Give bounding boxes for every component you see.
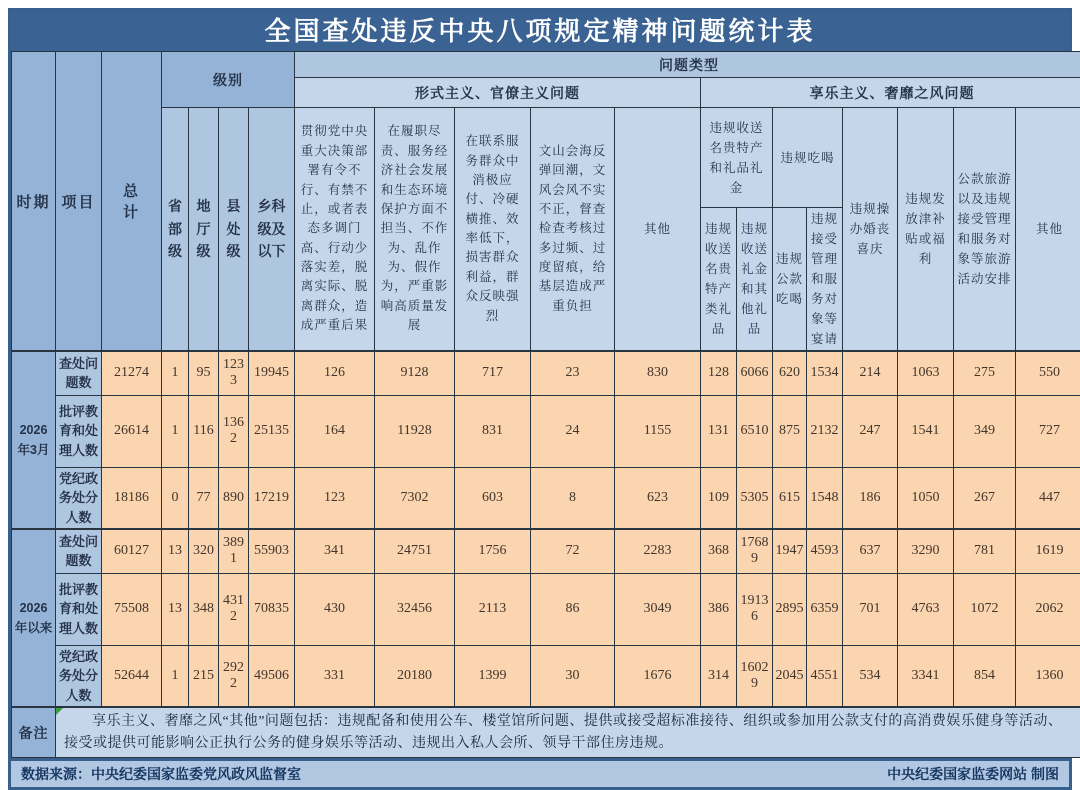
data-cell: 6359: [807, 573, 843, 645]
data-cell: 5305: [737, 467, 773, 529]
data-cell: 109: [701, 467, 737, 529]
row-label: 党纪政务处分人数: [56, 645, 102, 707]
data-cell: 368: [701, 529, 737, 573]
data-cell: 534: [843, 645, 898, 707]
data-cell: 186: [843, 467, 898, 529]
header-total: 总计: [102, 52, 162, 352]
data-cell: 1050: [898, 467, 954, 529]
data-cell: 2132: [807, 395, 843, 467]
header-formalism-col-4: 文山会海反弹回潮，文风会风不实不正，督查检查考核过多过频、过度留痕，给基层造成严重负担: [531, 108, 615, 352]
data-cell: 781: [954, 529, 1016, 573]
data-cell: 1: [162, 395, 189, 467]
data-cell: 60127: [102, 529, 162, 573]
header-problem-type-group: 问题类型: [295, 52, 1080, 78]
data-cell: 637: [843, 529, 898, 573]
data-source: 数据来源：中央纪委国家监委党风政风监督室: [21, 764, 301, 784]
data-cell: 77: [189, 467, 219, 529]
header-wedding-funeral: 违规操办婚丧喜庆: [843, 108, 898, 352]
data-cell: 331: [295, 645, 375, 707]
data-cell: 341: [295, 529, 375, 573]
header-level-prefecture: 地厅级: [189, 108, 219, 352]
data-cell: 1399: [455, 645, 531, 707]
data-cell: 314: [701, 645, 737, 707]
data-cell: 128: [701, 351, 737, 395]
data-cell: 550: [1016, 351, 1080, 395]
data-cell: 30: [531, 645, 615, 707]
remark-text-content: 享乐主义、奢靡之风“其他”问题包括：违规配备和使用公车、楼堂馆所问题、提供或接受超标准接待、组织或参加用公款支付的高消费娱乐健身等活动、接受或提供可能影响公正执行公务的健身娱乐等活动、违规出入私人会所、领导干部住房违规。: [64, 711, 1073, 754]
data-cell: 123: [295, 467, 375, 529]
data-cell: 2895: [773, 573, 807, 645]
data-cell: 623: [615, 467, 701, 529]
table-row: [12, 395, 1080, 467]
table-frame: [8, 8, 1072, 790]
data-cell: 19945: [249, 351, 295, 395]
data-cell: 16029: [737, 645, 773, 707]
data-cell: 3049: [615, 573, 701, 645]
header-hedonism-group: 享乐主义、奢靡之风问题: [701, 78, 1080, 108]
data-cell: 49506: [249, 645, 295, 707]
header-dining-group: 违规吃喝: [773, 108, 843, 208]
data-cell: 1: [162, 351, 189, 395]
header-public-funded-travel: 公款旅游以及违规接受管理和服务对象等旅游活动安排: [954, 108, 1016, 352]
data-cell: 164: [295, 395, 375, 467]
page-title: 全国查处违反中央八项规定精神问题统计表: [11, 11, 1069, 51]
header-level-county: 县处级: [219, 108, 249, 352]
data-cell: 620: [773, 351, 807, 395]
data-cell: 247: [843, 395, 898, 467]
header-formalism-col-3: 在联系服务群众中消极应付、冷硬横推、效率低下，损害群众利益，群众反映强烈: [455, 108, 531, 352]
data-cell: 2922: [219, 645, 249, 707]
data-cell: 24751: [375, 529, 455, 573]
data-cell: 215: [189, 645, 219, 707]
table-row: [12, 529, 1080, 573]
data-cell: 72: [531, 529, 615, 573]
data-cell: 890: [219, 467, 249, 529]
data-cell: 1362: [219, 395, 249, 467]
data-cell: 8: [531, 467, 615, 529]
data-cell: 4763: [898, 573, 954, 645]
table-row: [12, 573, 1080, 645]
data-cell: 13: [162, 573, 189, 645]
data-cell: 6066: [737, 351, 773, 395]
data-cell: 1548: [807, 467, 843, 529]
footer-bar: [11, 758, 1069, 787]
table-row: [12, 645, 1080, 707]
header-period: 时期: [12, 52, 56, 352]
data-cell: 1233: [219, 351, 249, 395]
data-cell: 86: [531, 573, 615, 645]
data-cell: 17689: [737, 529, 773, 573]
data-cell: 275: [954, 351, 1016, 395]
data-cell: 116: [189, 395, 219, 467]
data-cell: 214: [843, 351, 898, 395]
chart-credit: 中央纪委国家监委网站 制图: [887, 764, 1059, 784]
header-formalism-group: 形式主义、官僚主义问题: [295, 78, 701, 108]
data-cell: 70835: [249, 573, 295, 645]
data-cell: 95: [189, 351, 219, 395]
data-cell: 52644: [102, 645, 162, 707]
data-cell: 1534: [807, 351, 843, 395]
header-formalism-col-2: 在履职尽责、服务经济社会发展和生态环境保护方面不担当、不作为、乱作为、假作为，严重影响高质量发展: [375, 108, 455, 352]
data-cell: 3891: [219, 529, 249, 573]
table-row: [12, 467, 1080, 529]
excel-corner-marker: [56, 708, 63, 715]
data-cell: 603: [455, 467, 531, 529]
data-cell: 831: [455, 395, 531, 467]
header-level-provincial: 省部级: [162, 108, 189, 352]
data-cell: 18186: [102, 467, 162, 529]
data-cell: 6510: [737, 395, 773, 467]
data-cell: 20180: [375, 645, 455, 707]
remark-text: [56, 707, 1080, 758]
data-cell: 75508: [102, 573, 162, 645]
data-cell: 1541: [898, 395, 954, 467]
data-cell: 55903: [249, 529, 295, 573]
header-hedonism-other: 其他: [1016, 108, 1080, 352]
data-cell: 126: [295, 351, 375, 395]
data-cell: 1947: [773, 529, 807, 573]
data-cell: 0: [162, 467, 189, 529]
data-cell: 1756: [455, 529, 531, 573]
data-cell: 1155: [615, 395, 701, 467]
data-cell: 4312: [219, 573, 249, 645]
data-cell: 7302: [375, 467, 455, 529]
header-gift-group: 违规收送名贵特产和礼品礼金: [701, 108, 773, 208]
data-cell: 25135: [249, 395, 295, 467]
data-cell: 717: [455, 351, 531, 395]
data-cell: 17219: [249, 467, 295, 529]
data-cell: 1: [162, 645, 189, 707]
data-cell: 13: [162, 529, 189, 573]
data-cell: 24: [531, 395, 615, 467]
data-cell: 4593: [807, 529, 843, 573]
data-cell: 26614: [102, 395, 162, 467]
data-cell: 386: [701, 573, 737, 645]
header-formalism-other: 其他: [615, 108, 701, 352]
data-cell: 1072: [954, 573, 1016, 645]
data-cell: 430: [295, 573, 375, 645]
data-cell: 2283: [615, 529, 701, 573]
data-cell: 2113: [455, 573, 531, 645]
data-cell: 32456: [375, 573, 455, 645]
row-label: 批评教育和处理人数: [56, 573, 102, 645]
data-cell: 2062: [1016, 573, 1080, 645]
header-level-township: 乡科级及以下: [249, 108, 295, 352]
period-cell-march: 2026年3月: [12, 351, 56, 529]
period-cell-ytd: 2026年以来: [12, 529, 56, 707]
remark-label: 备注: [12, 707, 56, 758]
data-cell: 1676: [615, 645, 701, 707]
data-cell: 615: [773, 467, 807, 529]
data-cell: 21274: [102, 351, 162, 395]
data-cell: 348: [189, 573, 219, 645]
header-allowances: 违规发放津补贴或福利: [898, 108, 954, 352]
data-cell: 267: [954, 467, 1016, 529]
data-cell: 9128: [375, 351, 455, 395]
data-cell: 3341: [898, 645, 954, 707]
data-cell: 727: [1016, 395, 1080, 467]
data-cell: 23: [531, 351, 615, 395]
remark-row: [12, 707, 1080, 758]
data-cell: 320: [189, 529, 219, 573]
data-cell: 11928: [375, 395, 455, 467]
table-row: [12, 351, 1080, 395]
row-label: 查处问题数: [56, 351, 102, 395]
data-cell: 4551: [807, 645, 843, 707]
data-cell: 3290: [898, 529, 954, 573]
header-level-group: 级别: [162, 52, 295, 108]
row-label: 党纪政务处分人数: [56, 467, 102, 529]
header-formalism-col-1: 贯彻党中央重大决策部署有令不行、有禁不止，或者表态多调门高、行动少落实差，脱离实际、脱离群众，造成严重后果: [295, 108, 375, 352]
header-dining-sub-1: 违规公款吃喝: [773, 208, 807, 352]
data-cell: 19136: [737, 573, 773, 645]
header-dining-sub-2: 违规接受管理和服务对象等宴请: [807, 208, 843, 352]
header-item: 项目: [56, 52, 102, 352]
row-label: 批评教育和处理人数: [56, 395, 102, 467]
data-cell: 1619: [1016, 529, 1080, 573]
data-cell: 875: [773, 395, 807, 467]
data-cell: 349: [954, 395, 1016, 467]
data-cell: 131: [701, 395, 737, 467]
row-label: 查处问题数: [56, 529, 102, 573]
header-gift-sub-2: 违规收送礼金和其他礼品: [737, 208, 773, 352]
data-cell: 447: [1016, 467, 1080, 529]
data-cell: 854: [954, 645, 1016, 707]
data-cell: 830: [615, 351, 701, 395]
data-cell: 1360: [1016, 645, 1080, 707]
stats-table: [11, 51, 1080, 758]
data-cell: 1063: [898, 351, 954, 395]
data-cell: 701: [843, 573, 898, 645]
data-cell: 2045: [773, 645, 807, 707]
header-gift-sub-1: 违规收送名贵特产类礼品: [701, 208, 737, 352]
